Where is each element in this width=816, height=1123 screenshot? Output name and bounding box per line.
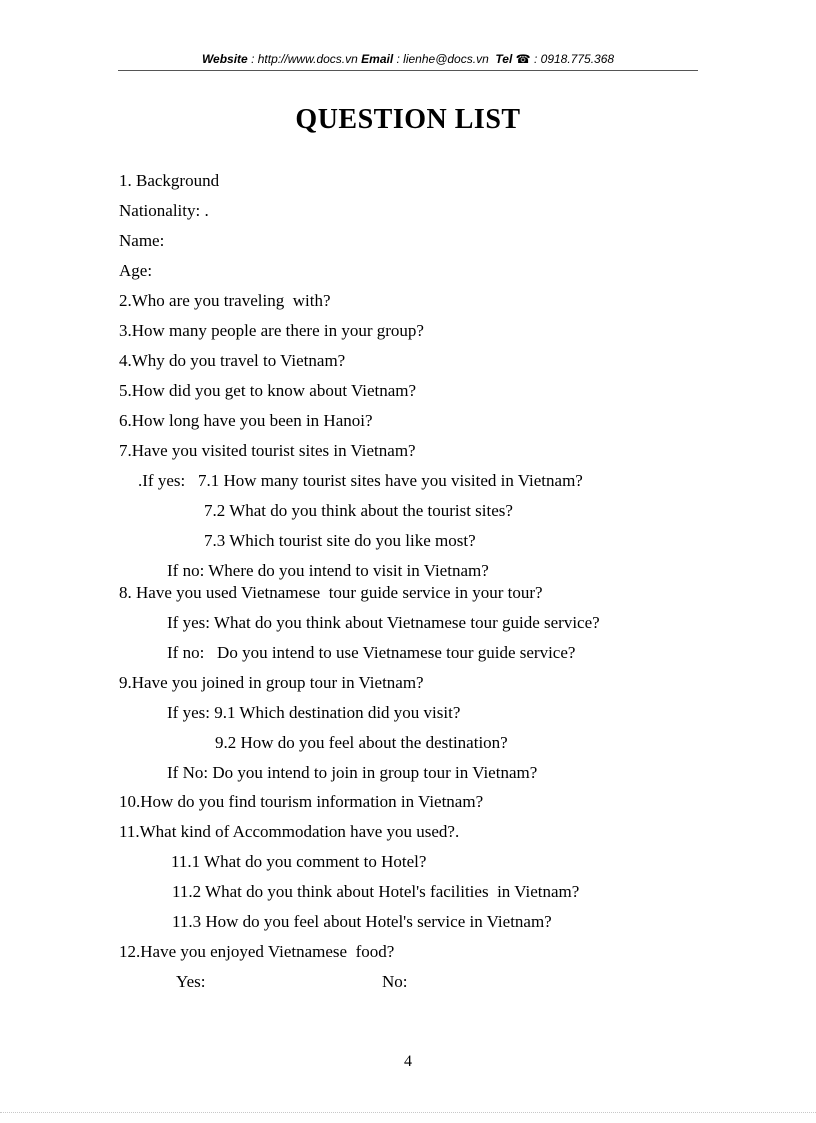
question-line-7-3: 7.3 Which tourist site do you like most?	[204, 531, 476, 550]
question-line-4: 4.Why do you travel to Vietnam?	[119, 351, 346, 370]
question-line-name: Name:	[119, 231, 165, 250]
question-line-2: 2.Who are you traveling with?	[119, 291, 331, 310]
question-line-12: 12.Have you enjoyed Vietnamese food?	[119, 942, 395, 961]
question-line-9-1: If yes: 9.1 Which destination did you visit?	[167, 703, 461, 722]
question-line-9-no: If No: Do you intend to join in group tour in Vietnam?	[167, 763, 538, 782]
phone-icon: ☎	[515, 52, 531, 66]
website-separator: :	[247, 52, 258, 66]
question-line-9: 9.Have you joined in group tour in Vietnam?	[119, 673, 424, 692]
header-divider	[118, 70, 698, 71]
question-line-8: 8. Have you used Vietnamese tour guide service in your tour?	[119, 583, 543, 602]
question-line-11: 11.What kind of Accommodation have you used?.	[119, 822, 460, 841]
question-line-8-yes: If yes: What do you think about Vietnamese tour guide service?	[167, 613, 600, 632]
tel-number: 0918.775.368	[540, 52, 615, 66]
question-line-7: 7.Have you visited tourist sites in Vietnam?	[119, 441, 416, 460]
question-line-8-no: If no: Do you intend to use Vietnamese tour guide service?	[167, 643, 576, 662]
question-line-age: Age:	[119, 261, 153, 280]
question-line-5: 5.How did you get to know about Vietnam?	[119, 381, 417, 400]
website-url[interactable]: http://www.docs.vn	[257, 52, 358, 66]
question-line-11-2: 11.2 What do you think about Hotel's facilities in Vietnam?	[172, 882, 580, 901]
question-line-10: 10.How do you find tourism information in Vietnam?	[119, 792, 484, 811]
email-address[interactable]: lienhe@docs.vn	[403, 52, 489, 66]
answer-no-label: No:	[382, 972, 408, 991]
question-line-nationality: Nationality: .	[119, 201, 209, 220]
page-header	[0, 51, 816, 67]
tel-separator: :	[530, 52, 541, 66]
website-label: Website	[201, 52, 248, 66]
document-title: QUESTION LIST	[295, 104, 521, 135]
question-line-9-2: 9.2 How do you feel about the destination?	[215, 733, 508, 752]
question-line-3: 3.How many people are there in your group?	[119, 321, 424, 340]
question-line-11-3: 11.3 How do you feel about Hotel's service in Vietnam?	[172, 912, 552, 931]
page-number: 4	[404, 1053, 412, 1070]
question-line-7-2: 7.2 What do you think about the tourist sites?	[204, 501, 513, 520]
answer-yes-label: Yes:	[176, 972, 206, 991]
question-line-7-1: .If yes: 7.1 How many tourist sites have you visited in Vietnam?	[138, 471, 583, 490]
email-separator: :	[393, 52, 404, 66]
question-line-6: 6.How long have you been in Hanoi?	[119, 411, 373, 430]
email-label: Email	[361, 52, 394, 66]
question-line-7-no: If no: Where do you intend to visit in Vietnam?	[167, 561, 489, 580]
tel-label: Tel	[495, 52, 513, 66]
question-line-11-1: 11.1 What do you comment to Hotel?	[171, 852, 427, 871]
question-line-background: 1. Background	[119, 171, 220, 190]
page-bottom-edge	[0, 1112, 816, 1113]
